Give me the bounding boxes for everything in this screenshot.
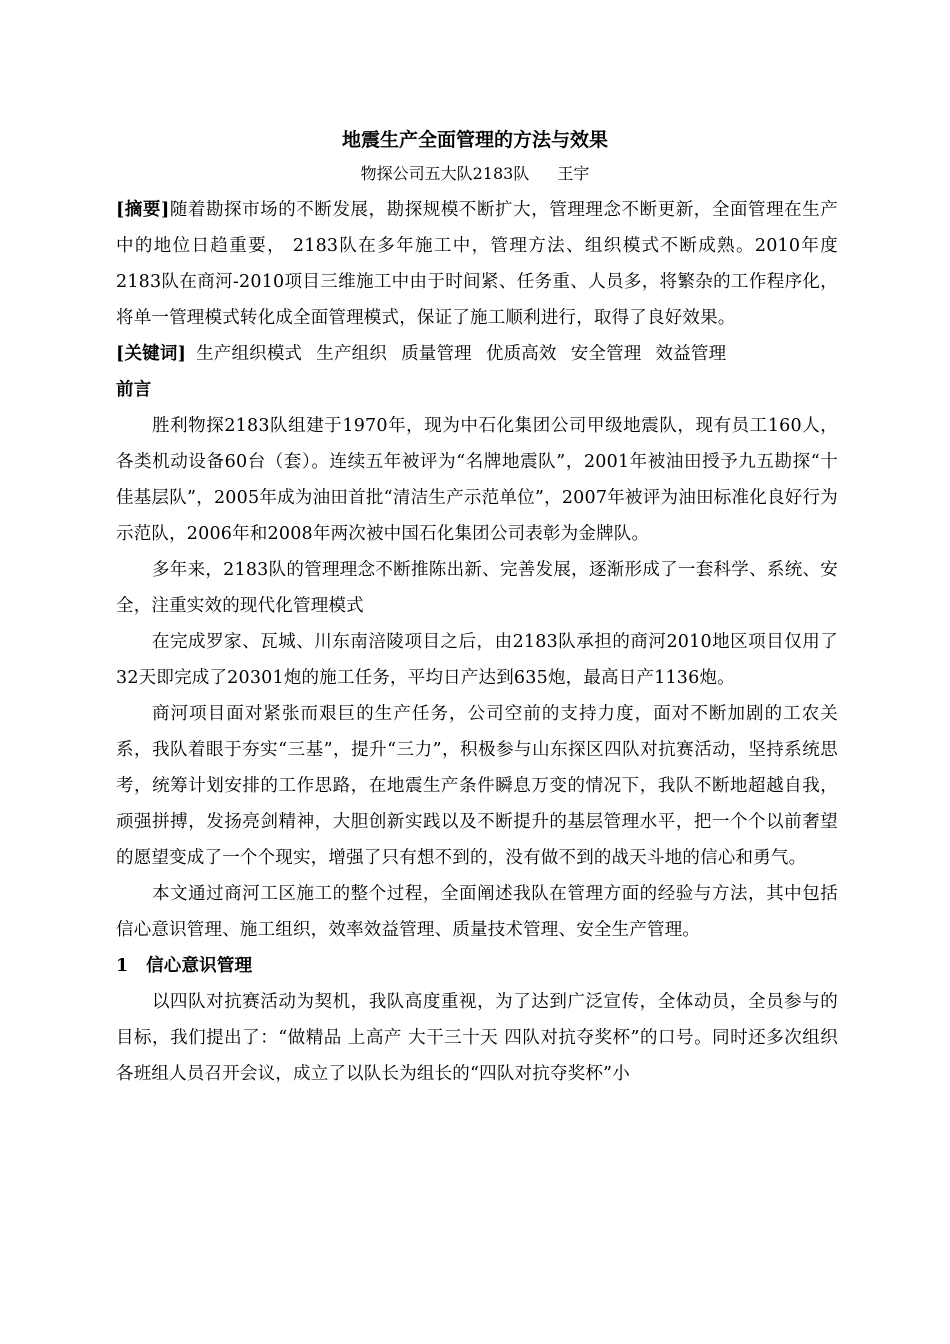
body-paragraph: 以四队对抗赛活动为契机，我队高度重视，为了达到广泛宣传，全体动员，全员参与的目标，我们提出了：“做精品 上高产 大干三十天 四队对抗夺奖杯”的口号。同时还多次组织各班组人员召开会议，成立了以队长为组长的“四队对抗夺奖杯”小 [116,992,838,1084]
keyword-item: 质量管理 [401,344,472,364]
author-organization: 物探公司五大队2183队 [360,164,530,183]
keywords-line [116,336,838,372]
body-paragraph: 多年来，2183队的管理理念不断推陈出新、完善发展，逐渐形成了一套科学、系统、安全，注重实效的现代化管理模式 [116,560,838,616]
abstract-text: 随着勘探市场的不断发展，勘探规模不断扩大，管理理念不断更新，全面管理在生产中的地位日趋重要， 2183队在多年施工中，管理方法、组织模式不断成熟。2010年度2183队在商河-2010项目三维施工中由于时间紧、任务重、人员多，将繁杂的工作程序化，将单一管理模式转化成全面管理模式，保证了施工顺利进行，取得了良好效果。 [116,200,838,328]
keyword-item: 生产组织模式 [196,344,303,364]
document-title: 地震生产全面管理的方法与效果 [341,129,608,151]
section-heading-1: 1 信心意识管理 [116,956,253,976]
body-paragraph: 在完成罗家、瓦城、川东南涪陵项目之后，由2183队承担的商河2010地区项目仅用了32天即完成了20301炮的施工任务，平均日产达到635炮，最高日产1136炮。 [116,632,838,688]
keyword-item: 优质高效 [485,344,557,364]
author-line [0,162,950,186]
abstract-paragraph [116,192,838,336]
keyword-item: 效益管理 [655,344,727,364]
section-heading-preface: 前言 [116,380,152,400]
keywords-label: [关键词] [116,344,187,364]
keyword-item: 安全管理 [570,344,642,364]
body-paragraph: 本文通过商河工区施工的整个过程，全面阐述我队在管理方面的经验与方法，其中包括信心意识管理、施工组织，效率效益管理、质量技术管理、安全生产管理。 [116,884,838,940]
body-paragraph: 胜利物探2183队组建于1970年，现为中石化集团公司甲级地震队，现有员工160人，各类机动设备60台（套）。连续五年被评为“名牌地震队”，2001年被油田授予九五勘探“十佳基层队”，2005年成为油田首批“清洁生产示范单位”，2007年被评为油田标准化良好行为示范队，2006年和2008年两次被中国石化集团公司表彰为金牌队。 [116,416,838,544]
document-body [116,192,838,1092]
keyword-item: 生产组织 [316,344,388,364]
body-paragraph: 商河项目面对紧张而艰巨的生产任务，公司空前的支持力度，面对不断加剧的工农关系，我队着眼于夯实“三基”，提升“三力”，积极参与山东探区四队对抗赛活动，坚持系统思考，统筹计划安排的工作思路，在地震生产条件瞬息万变的情况下，我队不断地超越自我，顽强拼搏，发扬亮剑精神，大胆创新实践以及不断提升的基层管理水平，把一个个以前奢望的愿望变成了一个个现实，增强了只有想不到的，没有做不到的战天斗地的信心和勇气。 [116,704,838,868]
abstract-label: [摘要] [116,200,170,220]
author-name: 王宇 [557,164,590,183]
